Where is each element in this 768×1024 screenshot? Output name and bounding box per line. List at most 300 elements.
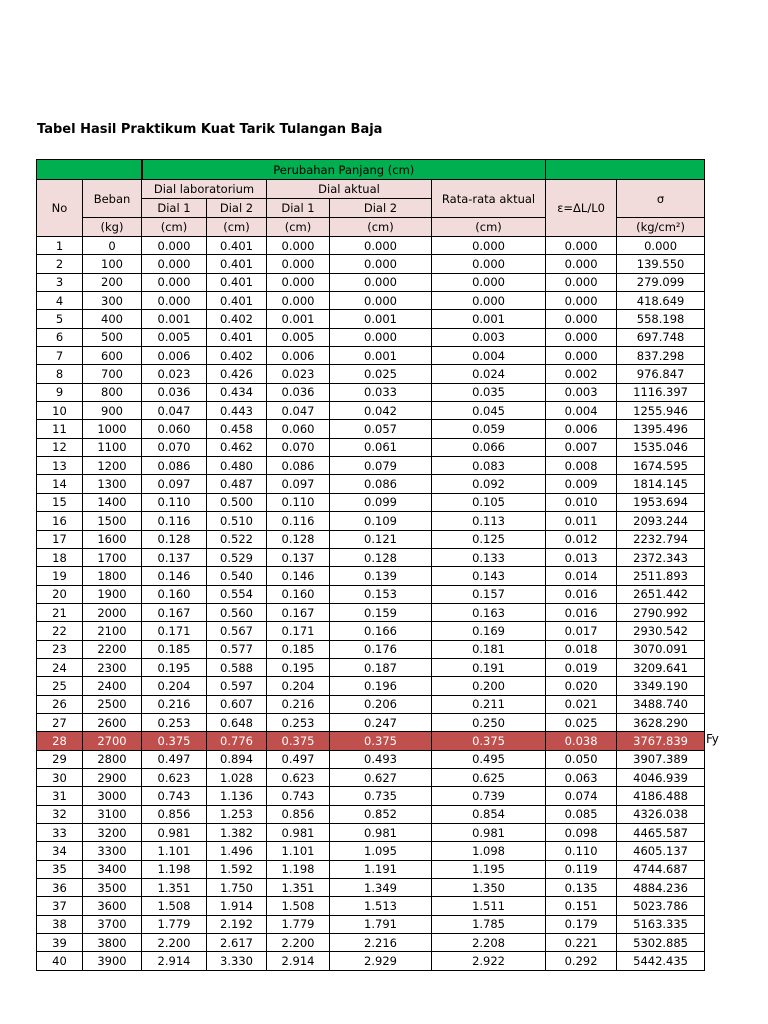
cell-lab-dial2: 0.401 [207,255,267,273]
cell-beban: 2700 [83,732,142,750]
cell-lab-dial2: 1.253 [207,805,267,823]
cell-sigma: 3767.839 [617,732,705,750]
cell-rata-rata: 0.739 [432,787,546,805]
cell-epsilon: 0.017 [546,622,617,640]
cell-epsilon: 0.021 [546,695,617,713]
table-row [37,365,705,383]
cell-akt-dial1: 0.097 [267,475,330,493]
cell-sigma: 2093.244 [617,512,705,530]
cell-beban: 1500 [83,512,142,530]
cell-lab-dial2: 0.577 [207,640,267,658]
cell-lab-dial2: 0.776 [207,732,267,750]
table-row [37,768,705,786]
cell-sigma: 5442.435 [617,952,705,970]
cell-akt-dial2: 1.191 [330,860,432,878]
table-row [37,347,705,365]
cell-rata-rata: 0.035 [432,383,546,401]
cell-no: 37 [37,897,83,915]
cell-no: 22 [37,622,83,640]
cell-no: 1 [37,237,83,255]
header-dial-aktual: Dial aktual [267,180,432,199]
header-green-left [37,160,142,180]
cell-lab-dial1: 0.000 [142,292,207,310]
cell-akt-dial1: 0.000 [267,255,330,273]
cell-beban: 3700 [83,915,142,933]
cell-rata-rata: 0.004 [432,347,546,365]
cell-akt-dial2: 0.176 [330,640,432,658]
cell-epsilon: 0.038 [546,732,617,750]
cell-sigma: 558.198 [617,310,705,328]
cell-epsilon: 0.000 [546,237,617,255]
cell-rata-rata: 0.000 [432,273,546,291]
cell-sigma: 3349.190 [617,677,705,695]
cell-epsilon: 0.011 [546,512,617,530]
cell-akt-dial1: 0.216 [267,695,330,713]
cell-akt-dial2: 1.349 [330,879,432,897]
cell-no: 4 [37,292,83,310]
cell-lab-dial2: 0.426 [207,365,267,383]
header-lab-dial2-unit: (cm) [207,218,267,237]
cell-beban: 3200 [83,824,142,842]
header-beban: Beban [83,180,142,218]
cell-lab-dial2: 0.434 [207,383,267,401]
cell-rata-rata: 0.163 [432,603,546,621]
cell-no: 35 [37,860,83,878]
cell-no: 16 [37,512,83,530]
cell-lab-dial1: 0.195 [142,658,207,676]
cell-epsilon: 0.179 [546,915,617,933]
table-row [37,273,705,291]
table-row [37,383,705,401]
cell-sigma: 2651.442 [617,585,705,603]
cell-akt-dial2: 0.000 [330,255,432,273]
cell-lab-dial2: 0.401 [207,273,267,291]
header-no: No [37,180,83,237]
cell-akt-dial1: 0.497 [267,750,330,768]
cell-lab-dial2: 0.401 [207,237,267,255]
cell-rata-rata: 1.195 [432,860,546,878]
cell-epsilon: 0.019 [546,658,617,676]
cell-akt-dial1: 0.204 [267,677,330,695]
cell-rata-rata: 1.350 [432,879,546,897]
cell-no: 15 [37,493,83,511]
cell-beban: 2000 [83,603,142,621]
cell-akt-dial1: 1.101 [267,842,330,860]
cell-epsilon: 0.074 [546,787,617,805]
cell-akt-dial2: 0.000 [330,328,432,346]
cell-no: 28 [37,732,83,750]
cell-sigma: 2790.992 [617,603,705,621]
cell-rata-rata: 0.375 [432,732,546,750]
cell-lab-dial1: 0.000 [142,273,207,291]
table-row [37,658,705,676]
cell-akt-dial2: 0.187 [330,658,432,676]
cell-sigma: 4186.488 [617,787,705,805]
cell-no: 21 [37,603,83,621]
cell-sigma: 5023.786 [617,897,705,915]
cell-lab-dial1: 0.070 [142,438,207,456]
cell-lab-dial2: 0.894 [207,750,267,768]
cell-lab-dial2: 0.567 [207,622,267,640]
cell-sigma: 2930.542 [617,622,705,640]
cell-beban: 3300 [83,842,142,860]
cell-epsilon: 0.003 [546,383,617,401]
cell-akt-dial1: 0.047 [267,402,330,420]
table-row [37,897,705,915]
header-group-row [37,160,705,180]
cell-akt-dial1: 1.351 [267,879,330,897]
cell-akt-dial2: 2.216 [330,934,432,952]
cell-lab-dial2: 0.588 [207,658,267,676]
cell-lab-dial1: 0.137 [142,548,207,566]
cell-lab-dial1: 0.981 [142,824,207,842]
cell-akt-dial1: 0.086 [267,457,330,475]
results-table [36,159,705,971]
cell-rata-rata: 2.208 [432,934,546,952]
table-row [37,805,705,823]
cell-epsilon: 0.000 [546,273,617,291]
cell-akt-dial2: 0.000 [330,273,432,291]
cell-sigma: 1116.397 [617,383,705,401]
cell-akt-dial2: 0.627 [330,768,432,786]
cell-lab-dial1: 0.623 [142,768,207,786]
cell-lab-dial2: 3.330 [207,952,267,970]
cell-sigma: 139.550 [617,255,705,273]
cell-sigma: 4465.587 [617,824,705,842]
cell-akt-dial2: 0.196 [330,677,432,695]
cell-rata-rata: 0.003 [432,328,546,346]
cell-lab-dial1: 2.914 [142,952,207,970]
cell-lab-dial1: 0.005 [142,328,207,346]
cell-akt-dial1: 0.110 [267,493,330,511]
cell-epsilon: 0.016 [546,585,617,603]
cell-rata-rata: 0.000 [432,237,546,255]
header-epsilon: ε=ΔL/L0 [546,180,617,237]
cell-rata-rata: 0.143 [432,567,546,585]
cell-epsilon: 0.221 [546,934,617,952]
cell-lab-dial1: 1.198 [142,860,207,878]
cell-lab-dial2: 0.529 [207,548,267,566]
cell-sigma: 3488.740 [617,695,705,713]
cell-lab-dial1: 0.856 [142,805,207,823]
table-row [37,237,705,255]
cell-lab-dial1: 1.508 [142,897,207,915]
cell-rata-rata: 0.200 [432,677,546,695]
cell-lab-dial1: 0.171 [142,622,207,640]
cell-akt-dial2: 0.000 [330,237,432,255]
table-row-highlighted [37,732,705,750]
cell-akt-dial1: 0.137 [267,548,330,566]
cell-lab-dial1: 0.185 [142,640,207,658]
cell-lab-dial2: 0.402 [207,310,267,328]
cell-beban: 2200 [83,640,142,658]
cell-lab-dial1: 0.116 [142,512,207,530]
cell-no: 24 [37,658,83,676]
cell-akt-dial1: 0.623 [267,768,330,786]
header-akt-dial2-unit: (cm) [330,218,432,237]
cell-akt-dial2: 0.247 [330,713,432,731]
cell-beban: 1700 [83,548,142,566]
cell-akt-dial2: 0.057 [330,420,432,438]
cell-akt-dial2: 0.375 [330,732,432,750]
cell-no: 23 [37,640,83,658]
cell-akt-dial1: 0.000 [267,292,330,310]
cell-beban: 2100 [83,622,142,640]
cell-rata-rata: 0.113 [432,512,546,530]
cell-akt-dial1: 0.005 [267,328,330,346]
cell-rata-rata: 0.191 [432,658,546,676]
cell-epsilon: 0.119 [546,860,617,878]
page-title: Tabel Hasil Praktikum Kuat Tarik Tulangan Baja [37,122,383,137]
cell-epsilon: 0.000 [546,310,617,328]
cell-beban: 1100 [83,438,142,456]
table-row [37,548,705,566]
cell-beban: 0 [83,237,142,255]
table-row [37,622,705,640]
cell-sigma: 837.298 [617,347,705,365]
cell-epsilon: 0.000 [546,292,617,310]
cell-rata-rata: 0.059 [432,420,546,438]
table-row [37,952,705,970]
cell-rata-rata: 2.922 [432,952,546,970]
cell-beban: 1800 [83,567,142,585]
cell-sigma: 976.847 [617,365,705,383]
table-row [37,750,705,768]
table-body [37,237,705,971]
cell-beban: 3100 [83,805,142,823]
cell-lab-dial1: 2.200 [142,934,207,952]
cell-no: 8 [37,365,83,383]
cell-rata-rata: 1.098 [432,842,546,860]
cell-lab-dial1: 0.047 [142,402,207,420]
cell-sigma: 1953.694 [617,493,705,511]
cell-akt-dial2: 0.086 [330,475,432,493]
cell-sigma: 1535.046 [617,438,705,456]
cell-beban: 900 [83,402,142,420]
cell-sigma: 279.099 [617,273,705,291]
cell-sigma: 4744.687 [617,860,705,878]
cell-beban: 100 [83,255,142,273]
cell-akt-dial1: 0.743 [267,787,330,805]
cell-beban: 2400 [83,677,142,695]
table-row [37,695,705,713]
cell-akt-dial1: 1.198 [267,860,330,878]
table-row [37,310,705,328]
cell-no: 39 [37,934,83,952]
cell-no: 29 [37,750,83,768]
cell-akt-dial2: 0.099 [330,493,432,511]
cell-rata-rata: 0.125 [432,530,546,548]
cell-beban: 2300 [83,658,142,676]
cell-akt-dial2: 0.061 [330,438,432,456]
cell-lab-dial2: 2.192 [207,915,267,933]
cell-beban: 600 [83,347,142,365]
cell-no: 14 [37,475,83,493]
cell-beban: 3000 [83,787,142,805]
cell-rata-rata: 0.211 [432,695,546,713]
cell-beban: 2500 [83,695,142,713]
cell-rata-rata: 0.105 [432,493,546,511]
cell-lab-dial2: 0.500 [207,493,267,511]
cell-akt-dial2: 0.001 [330,310,432,328]
cell-lab-dial1: 0.000 [142,237,207,255]
cell-lab-dial1: 0.167 [142,603,207,621]
table-row [37,879,705,897]
cell-epsilon: 0.004 [546,402,617,420]
cell-lab-dial1: 0.216 [142,695,207,713]
cell-epsilon: 0.025 [546,713,617,731]
cell-epsilon: 0.018 [546,640,617,658]
header-beban-unit: (kg) [83,218,142,237]
cell-lab-dial2: 0.560 [207,603,267,621]
cell-akt-dial2: 0.206 [330,695,432,713]
cell-rata-rata: 0.981 [432,824,546,842]
table-row [37,603,705,621]
cell-sigma: 1814.145 [617,475,705,493]
table-row [37,255,705,273]
table-row [37,512,705,530]
cell-no: 12 [37,438,83,456]
cell-akt-dial1: 0.195 [267,658,330,676]
cell-no: 33 [37,824,83,842]
cell-akt-dial1: 0.160 [267,585,330,603]
cell-epsilon: 0.014 [546,567,617,585]
cell-rata-rata: 0.000 [432,255,546,273]
cell-beban: 3600 [83,897,142,915]
table-row [37,567,705,585]
cell-rata-rata: 0.045 [432,402,546,420]
table-row [37,824,705,842]
table-row [37,292,705,310]
cell-akt-dial1: 0.253 [267,713,330,731]
cell-lab-dial2: 1.136 [207,787,267,805]
cell-rata-rata: 0.024 [432,365,546,383]
cell-akt-dial2: 0.000 [330,292,432,310]
cell-akt-dial1: 0.375 [267,732,330,750]
header-green-right [546,160,705,180]
table-row [37,585,705,603]
cell-akt-dial1: 0.171 [267,622,330,640]
cell-beban: 400 [83,310,142,328]
cell-sigma: 697.748 [617,328,705,346]
cell-epsilon: 0.012 [546,530,617,548]
table-row [37,530,705,548]
header-sigma-unit: (kg/cm²) [617,218,705,237]
table-row [37,475,705,493]
cell-lab-dial1: 0.097 [142,475,207,493]
cell-lab-dial2: 2.617 [207,934,267,952]
cell-lab-dial2: 0.522 [207,530,267,548]
cell-sigma: 1674.595 [617,457,705,475]
cell-sigma: 4605.137 [617,842,705,860]
cell-akt-dial2: 1.095 [330,842,432,860]
cell-sigma: 2511.893 [617,567,705,585]
cell-no: 3 [37,273,83,291]
cell-lab-dial2: 0.607 [207,695,267,713]
cell-akt-dial1: 0.167 [267,603,330,621]
table-row [37,438,705,456]
header-rata-rata: Rata-rata aktual [432,180,546,218]
header-dial-laboratorium: Dial laboratorium [142,180,267,199]
cell-epsilon: 0.008 [546,457,617,475]
header-akt-dial2: Dial 2 [330,199,432,218]
cell-no: 38 [37,915,83,933]
cell-rata-rata: 0.000 [432,292,546,310]
cell-sigma: 5302.885 [617,934,705,952]
cell-akt-dial1: 0.023 [267,365,330,383]
table-row [37,493,705,511]
cell-no: 18 [37,548,83,566]
cell-lab-dial1: 0.000 [142,255,207,273]
table-row [37,934,705,952]
cell-akt-dial1: 0.006 [267,347,330,365]
cell-lab-dial2: 1.496 [207,842,267,860]
cell-lab-dial2: 0.443 [207,402,267,420]
cell-epsilon: 0.110 [546,842,617,860]
cell-epsilon: 0.002 [546,365,617,383]
cell-beban: 1300 [83,475,142,493]
cell-beban: 1600 [83,530,142,548]
cell-lab-dial2: 1.592 [207,860,267,878]
cell-akt-dial2: 0.493 [330,750,432,768]
cell-lab-dial1: 0.001 [142,310,207,328]
cell-sigma: 2232.794 [617,530,705,548]
cell-akt-dial2: 0.079 [330,457,432,475]
cell-lab-dial2: 1.382 [207,824,267,842]
cell-sigma: 5163.335 [617,915,705,933]
cell-lab-dial2: 0.402 [207,347,267,365]
cell-lab-dial2: 0.540 [207,567,267,585]
cell-sigma: 1395.496 [617,420,705,438]
cell-lab-dial1: 0.060 [142,420,207,438]
table-row [37,915,705,933]
cell-sigma: 4326.038 [617,805,705,823]
cell-lab-dial2: 1.750 [207,879,267,897]
cell-no: 13 [37,457,83,475]
cell-no: 2 [37,255,83,273]
cell-lab-dial1: 0.146 [142,567,207,585]
cell-epsilon: 0.016 [546,603,617,621]
cell-lab-dial1: 0.023 [142,365,207,383]
cell-beban: 2900 [83,768,142,786]
cell-beban: 3400 [83,860,142,878]
cell-epsilon: 0.000 [546,347,617,365]
cell-no: 7 [37,347,83,365]
cell-sigma: 3907.389 [617,750,705,768]
cell-beban: 700 [83,365,142,383]
cell-lab-dial1: 1.351 [142,879,207,897]
cell-akt-dial1: 0.856 [267,805,330,823]
cell-no: 20 [37,585,83,603]
cell-akt-dial1: 1.508 [267,897,330,915]
cell-rata-rata: 0.066 [432,438,546,456]
cell-lab-dial1: 0.253 [142,713,207,731]
cell-rata-rata: 1.511 [432,897,546,915]
header-sigma: σ [617,180,705,218]
cell-epsilon: 0.013 [546,548,617,566]
cell-epsilon: 0.151 [546,897,617,915]
cell-beban: 2600 [83,713,142,731]
table-row [37,842,705,860]
header-akt-dial1: Dial 1 [267,199,330,218]
cell-lab-dial2: 0.458 [207,420,267,438]
cell-akt-dial2: 0.121 [330,530,432,548]
cell-akt-dial2: 0.981 [330,824,432,842]
cell-akt-dial2: 0.139 [330,567,432,585]
cell-beban: 1400 [83,493,142,511]
cell-beban: 200 [83,273,142,291]
cell-lab-dial1: 0.086 [142,457,207,475]
